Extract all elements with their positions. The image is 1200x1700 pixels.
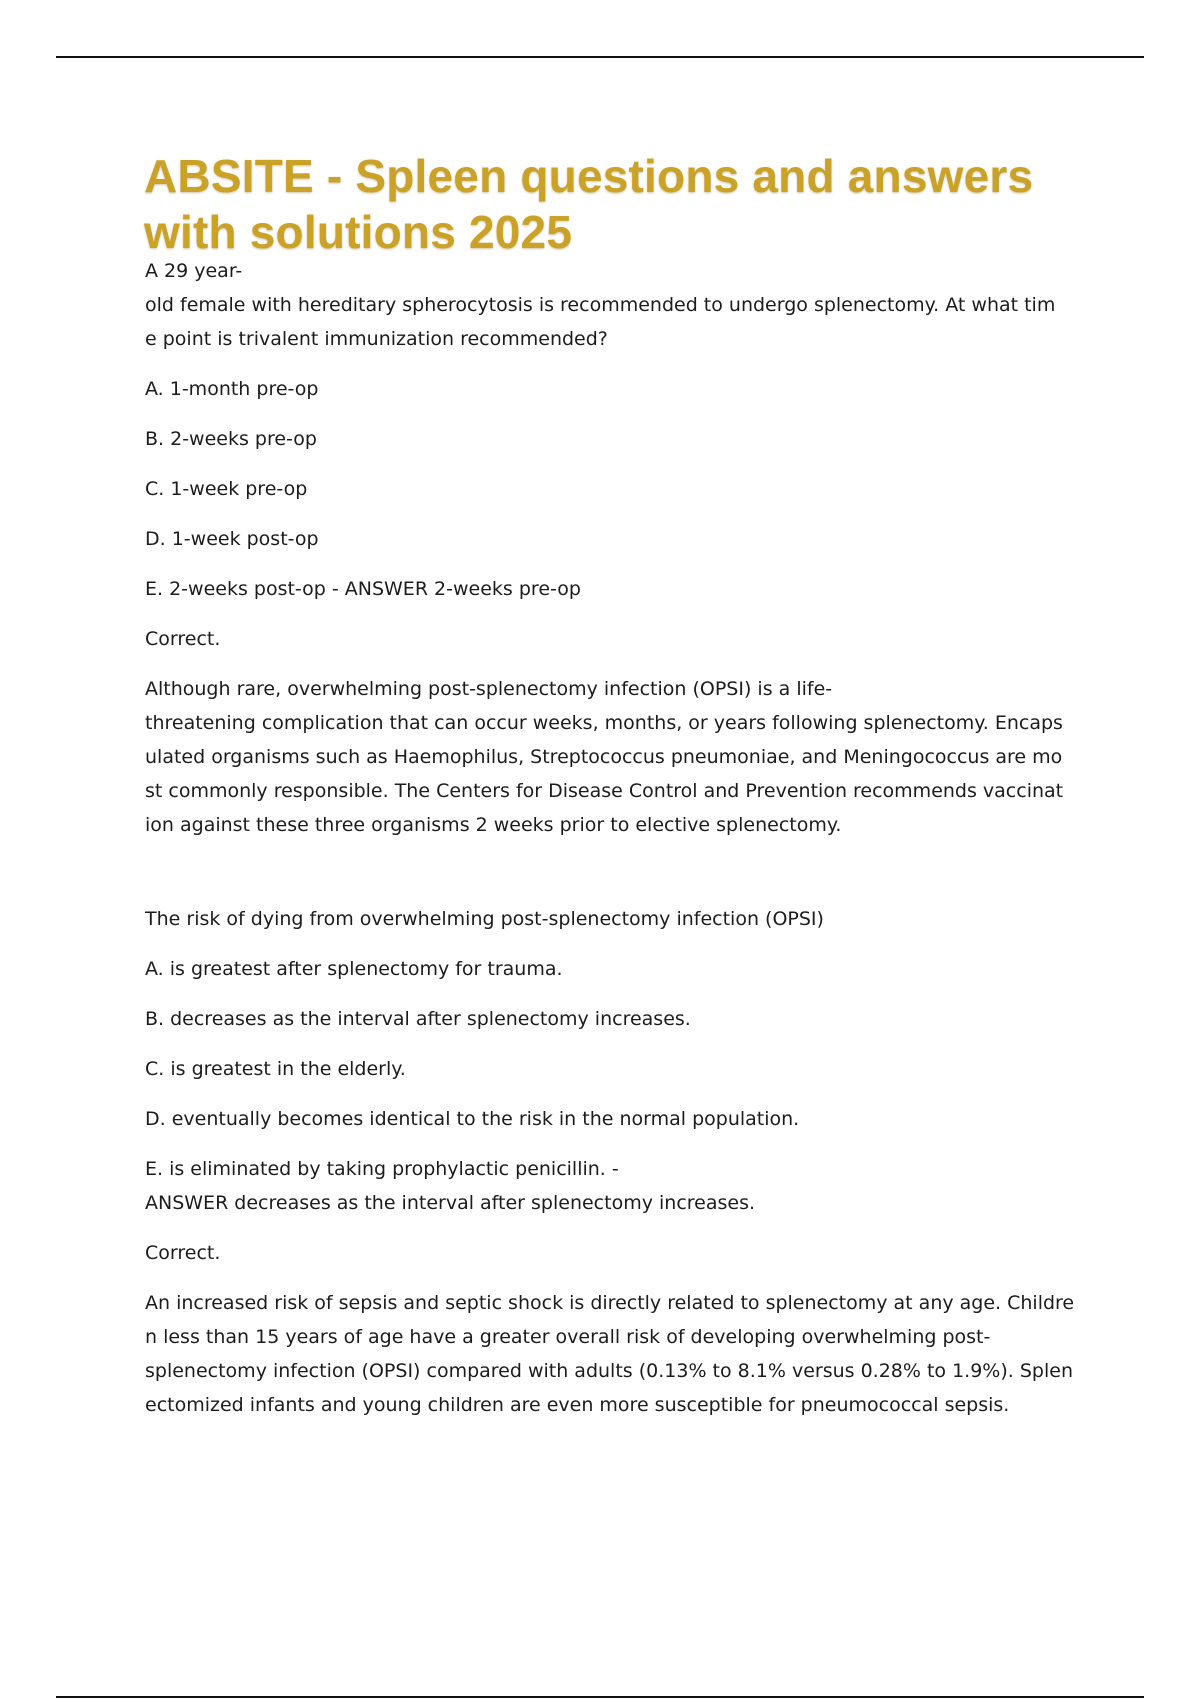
- question-2-option-a: A. is greatest after splenectomy for trauma.: [145, 958, 563, 980]
- top-rule: [56, 56, 1144, 58]
- question-2-verdict: Correct.: [145, 1242, 221, 1264]
- question-1-option-b: B. 2-weeks pre-op: [145, 428, 317, 450]
- bottom-rule: [56, 1696, 1144, 1698]
- question-1-verdict: Correct.: [145, 628, 221, 650]
- document-body: [145, 254, 1085, 1422]
- question-1-explanation: Although rare, overwhelming post-splenectomy infection (OPSI) is a life- threatening complication that can occur weeks, months, or years following splenectomy. Encaps ulated organisms such as Haemophilus, Streptococcus pneumoniae, and Meningococcus are mo st commonly responsible. The Centers for Disease Control and Prevention recommends vaccinat ion against these three organisms 2 weeks prior to elective splenectomy.: [145, 678, 1064, 836]
- question-2-option-b: B. decreases as the interval after splenectomy increases.: [145, 1008, 691, 1030]
- question-1-option-e-answer: E. 2-weeks post-op - ANSWER 2-weeks pre-op: [145, 578, 581, 600]
- document-title: ABSITE - Spleen questions and answers with solutions 2025: [144, 150, 1034, 258]
- question-1-option-c: C. 1-week pre-op: [145, 478, 308, 500]
- question-2-option-e-answer: E. is eliminated by taking prophylactic penicillin. - ANSWER decreases as the interval after splenectomy increases.: [145, 1158, 756, 1214]
- question-2-explanation: An increased risk of sepsis and septic shock is directly related to splenectomy at any age. Childre n less than 15 years of age have a greater overall risk of developing overwhelming post- splenectomy infection (OPSI) compared with adults (0.13% to 8.1% versus 0.28% to 1.9%). Splen ectomized infants and young children are even more susceptible for pneumococcal sepsis.: [145, 1292, 1075, 1416]
- question-2-stem: The risk of dying from overwhelming post-splenectomy infection (OPSI): [145, 908, 824, 930]
- question-1-stem: A 29 year- old female with hereditary spherocytosis is recommended to undergo splenectomy. At what tim e point is trivalent immunization recommended?: [145, 260, 1056, 350]
- question-1-option-a: A. 1-month pre-op: [145, 378, 319, 400]
- question-2-option-c: C. is greatest in the elderly.: [145, 1058, 406, 1080]
- question-1-option-d: D. 1-week post-op: [145, 528, 319, 550]
- question-2-option-d: D. eventually becomes identical to the risk in the normal population.: [145, 1108, 800, 1130]
